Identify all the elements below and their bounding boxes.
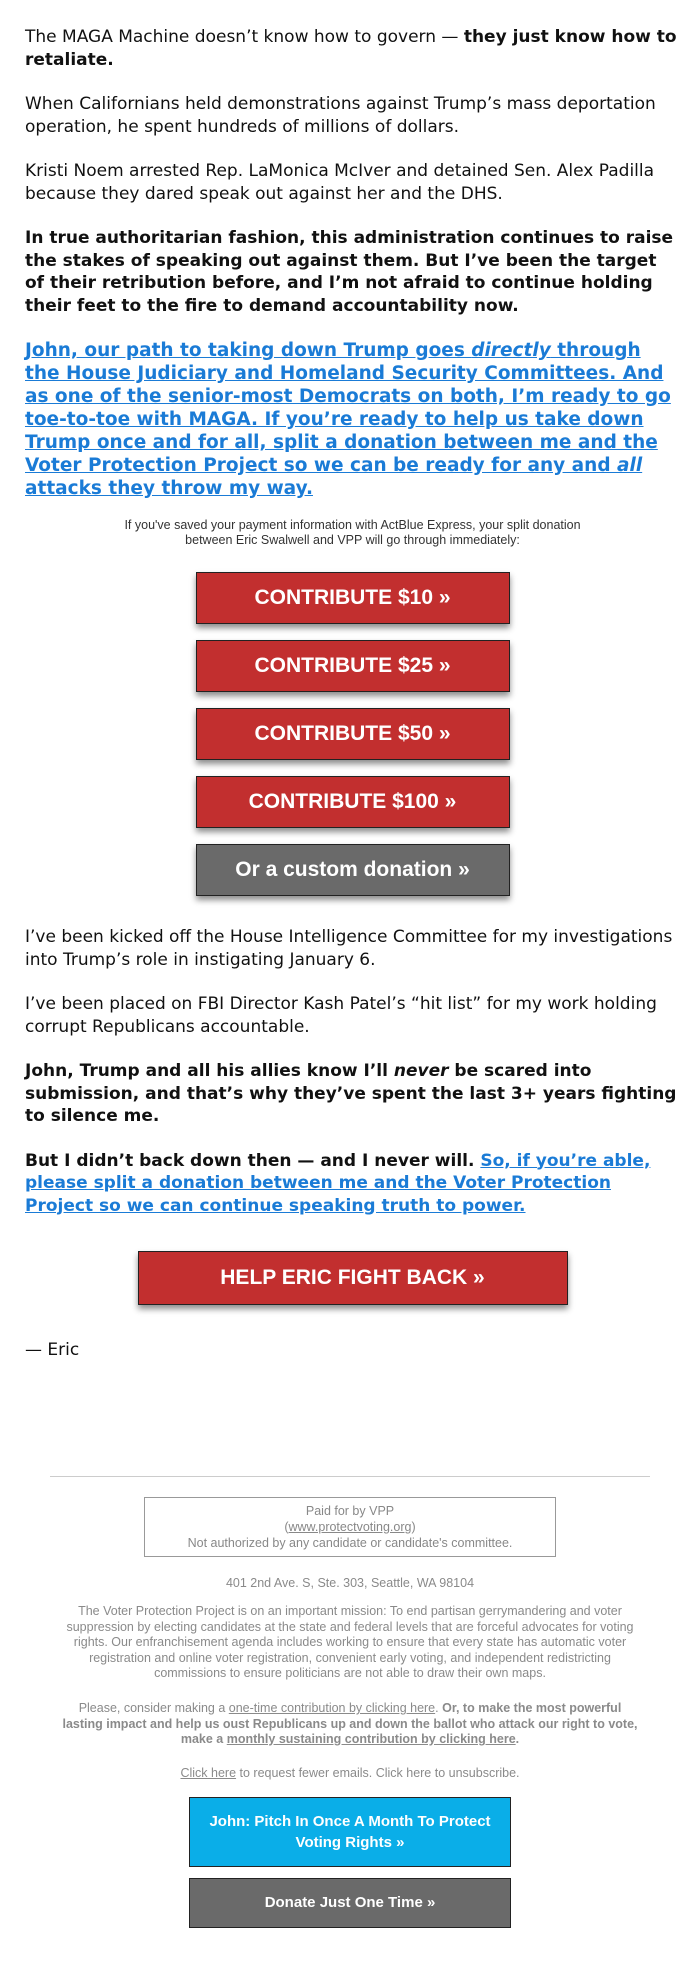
split-donation-link[interactable]: So, if you’re able, please split a donation between me and the Voter Protection Project so we can continue speaking truth to power.: [25, 1150, 651, 1216]
paragraph-authoritarian: In true authoritarian fashion, this administration continues to raise the stakes of speaking out against them. But I’ve been the target of their retribution before, and I’m not afraid to continue holding their feet to the fire to demand accountability now.: [25, 228, 674, 316]
signature: — Eric: [25, 1340, 80, 1360]
paragraph-noem: Kristi Noem arrested Rep. LaMonica McIver and detained Sen. Alex Padilla because they dared speak out against her and the DHS.: [25, 161, 655, 204]
footer-consider: Please, consider making a one-time contribution by clicking here. Or, to make the most powerful lasting impact and help us oust Republicans up and down the ballot who attack our right to vote, make a monthly sustaining contribution by clicking here.: [62, 1701, 638, 1746]
donate-link-paragraph[interactable]: John, our path to taking down Trump goes directly through the House Judiciary and Homeland Security Committees. And as one of the senior-most Democrats on both, I’m ready to go toe-to-toe with MAGA. If you’re ready to help us take down Trump once and for all, split a donation between me and the Voter Protection Project so we can be ready for any and all attacks they throw my way.: [25, 340, 671, 499]
paid-for-box: Paid for by VPP (www.protectvoting.org) Not authorized by any candidate or candidate's committee.: [144, 1497, 556, 1557]
contribute-25-button[interactable]: CONTRIBUTE $25 »: [196, 640, 510, 692]
paragraph-intro: The MAGA Machine doesn’t know how to govern — they just know how to retaliate.: [25, 27, 677, 70]
actblue-express-note: If you've saved your payment information with ActBlue Express, your split donation between Eric Swalwell and VPP will go through immediately:: [124, 518, 581, 547]
fewer-emails-link[interactable]: Click here: [180, 1766, 237, 1780]
footer-fewer-emails: Click here to request fewer emails. Click here to unsubscribe.: [180, 1766, 520, 1780]
contribute-100-button[interactable]: CONTRIBUTE $100 »: [196, 776, 510, 828]
monthly-donation-button[interactable]: John: Pitch In Once A Month To Protect Voting Rights »: [189, 1797, 511, 1867]
monthly-contribution-link[interactable]: monthly sustaining contribution by clicking here: [226, 1732, 516, 1746]
footer-mission: The Voter Protection Project is on an important mission: To end partisan gerrymandering and voter suppression by electing candidates at the state and federal levels that are forceful advocates for voting rights. Our enfranchisement agenda includes working to ensure that every state has automatic voter registration and online voter registration, convenient early voting, and independent redistricting commissions to ensure politicians are not able to draw their own maps.: [66, 1604, 634, 1680]
footer-divider: [50, 1476, 650, 1477]
protectvoting-link[interactable]: www.protectvoting.org: [288, 1520, 412, 1534]
email-body: [25, 26, 680, 1362]
paragraph-demonstrations: When Californians held demonstrations against Trump’s mass deportation operation, he spent hundreds of millions of dollars.: [25, 94, 656, 137]
contribute-10-button[interactable]: CONTRIBUTE $10 »: [196, 572, 510, 624]
footer-address: 401 2nd Ave. S, Ste. 303, Seattle, WA 98104: [225, 1576, 475, 1590]
one-time-donation-button[interactable]: Donate Just One Time »: [189, 1878, 511, 1928]
one-time-contribution-link[interactable]: one-time contribution by clicking here: [228, 1701, 436, 1715]
contribute-50-button[interactable]: CONTRIBUTE $50 »: [196, 708, 510, 760]
help-eric-fight-back-button[interactable]: HELP ERIC FIGHT BACK »: [138, 1251, 568, 1305]
custom-donation-button[interactable]: Or a custom donation »: [196, 844, 510, 896]
paragraph-intelligence: I’ve been kicked off the House Intelligence Committee for my investigations into Trump’s role in instigating January 6.: [25, 927, 673, 970]
paragraph-hit-list: I’ve been placed on FBI Director Kash Patel’s “hit list” for my work holding corrupt Republicans accountable.: [25, 994, 657, 1037]
paragraph-back-down: But I didn’t back down then — and I never will. So, if you’re able, please split a donation between me and the Voter Protection Project so we can continue speaking truth to power.: [25, 1150, 651, 1216]
paragraph-never: John, Trump and all his allies know I’ll never be scared into submission, and that’s why they’ve spent the last 3+ years fighting to silence me.: [25, 1061, 677, 1126]
